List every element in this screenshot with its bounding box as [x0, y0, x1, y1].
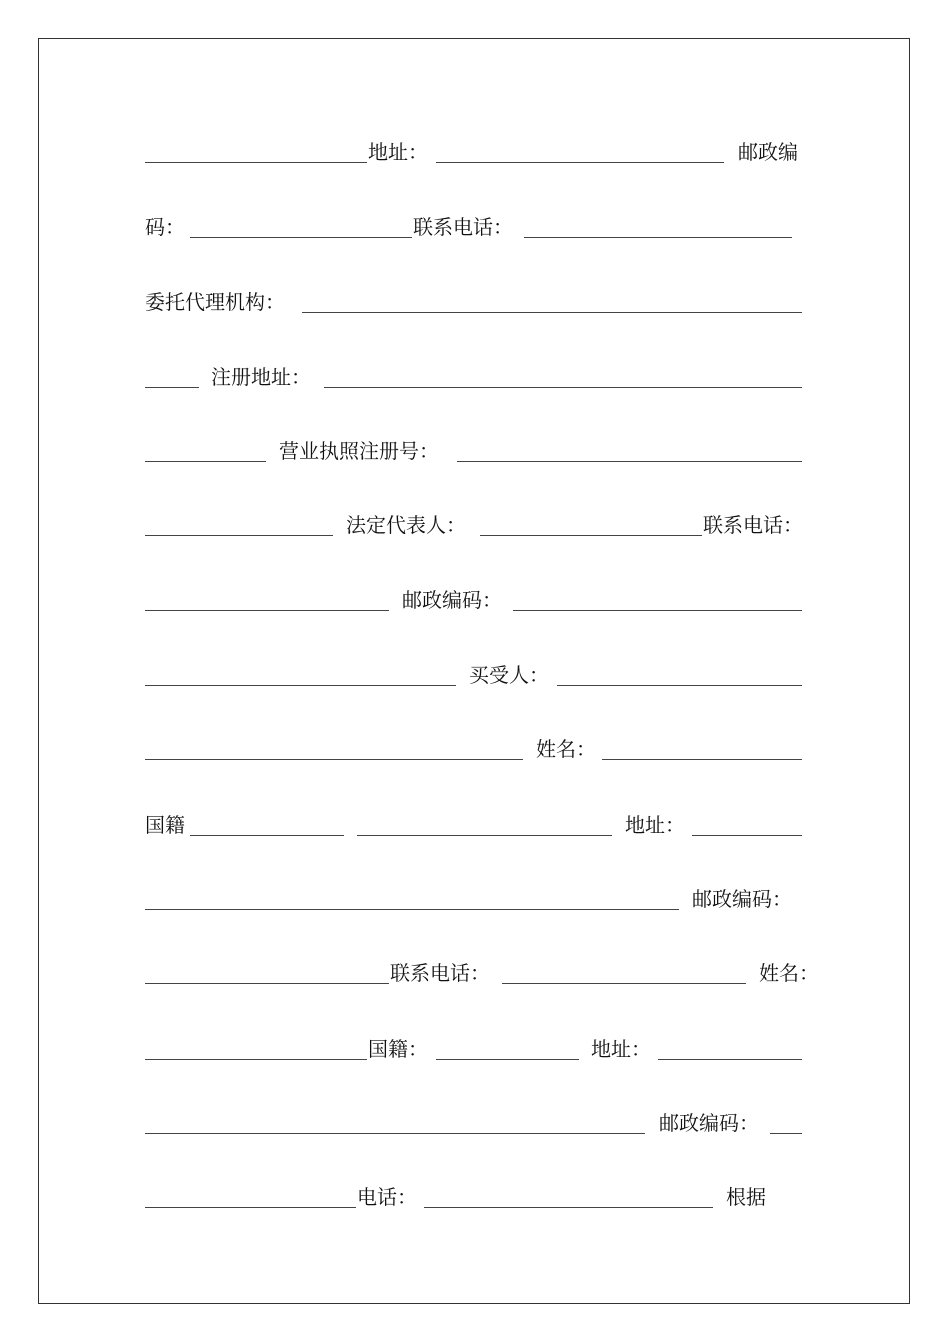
postal-code-field[interactable]: [190, 237, 412, 238]
nationality-field[interactable]: [190, 835, 344, 836]
according-to-text: 根据: [726, 1185, 766, 1209]
postal-code-label: 邮政编码：: [402, 588, 502, 612]
name-label: 姓名：: [536, 737, 596, 761]
nationality-field[interactable]: [436, 1059, 579, 1060]
registered-address-field-cont[interactable]: [145, 461, 266, 462]
buyer-field[interactable]: [557, 685, 802, 686]
address-label: 地址：: [368, 140, 428, 164]
agency-field-cont[interactable]: [145, 387, 199, 388]
phone-field[interactable]: [524, 237, 792, 238]
postal-code-field[interactable]: [770, 1133, 802, 1134]
postal-code-field[interactable]: [145, 983, 389, 984]
postal-code-field[interactable]: [513, 610, 802, 611]
legal-rep-field[interactable]: [480, 535, 702, 536]
postal-code-field-cont[interactable]: [145, 1207, 356, 1208]
license-number-field-cont[interactable]: [145, 535, 333, 536]
address-label: 地址：: [591, 1037, 651, 1061]
agency-field[interactable]: [302, 312, 802, 313]
agency-label: 委托代理机构：: [145, 290, 285, 314]
buyer-label: 买受人：: [469, 663, 549, 687]
postal-code-field-cont[interactable]: [145, 685, 456, 686]
registered-address-field[interactable]: [324, 387, 802, 388]
postal-code-label-cont: 码：: [145, 215, 185, 239]
nationality-label: 国籍：: [368, 1037, 428, 1061]
phone-label: 电话：: [357, 1185, 417, 1209]
blank-field[interactable]: [145, 162, 367, 163]
postal-code-label: 邮政编码：: [659, 1111, 759, 1135]
phone-field[interactable]: [502, 983, 746, 984]
postal-code-label: 邮政编: [738, 140, 798, 164]
license-number-field[interactable]: [457, 461, 802, 462]
nationality-label: 国籍: [145, 813, 185, 837]
address-label: 地址：: [625, 813, 685, 837]
phone-field[interactable]: [424, 1207, 713, 1208]
phone-label: 联系电话：: [413, 215, 513, 239]
address-field[interactable]: [436, 162, 724, 163]
address-field-cont[interactable]: [145, 909, 679, 910]
legal-rep-label: 法定代表人：: [346, 513, 466, 537]
address-field[interactable]: [692, 835, 802, 836]
name-field[interactable]: [145, 1059, 367, 1060]
name-field[interactable]: [602, 759, 802, 760]
license-number-label: 营业执照注册号：: [279, 439, 439, 463]
name-label: 姓名：: [759, 961, 819, 985]
phone-field[interactable]: [145, 610, 389, 611]
address-field[interactable]: [658, 1059, 802, 1060]
phone-label: 联系电话：: [703, 513, 803, 537]
phone-label: 联系电话：: [390, 961, 490, 985]
buyer-field-cont[interactable]: [145, 759, 523, 760]
nationality-field-2[interactable]: [357, 835, 612, 836]
address-field-cont[interactable]: [145, 1133, 645, 1134]
postal-code-label: 邮政编码：: [692, 887, 792, 911]
registered-address-label: 注册地址：: [211, 365, 311, 389]
